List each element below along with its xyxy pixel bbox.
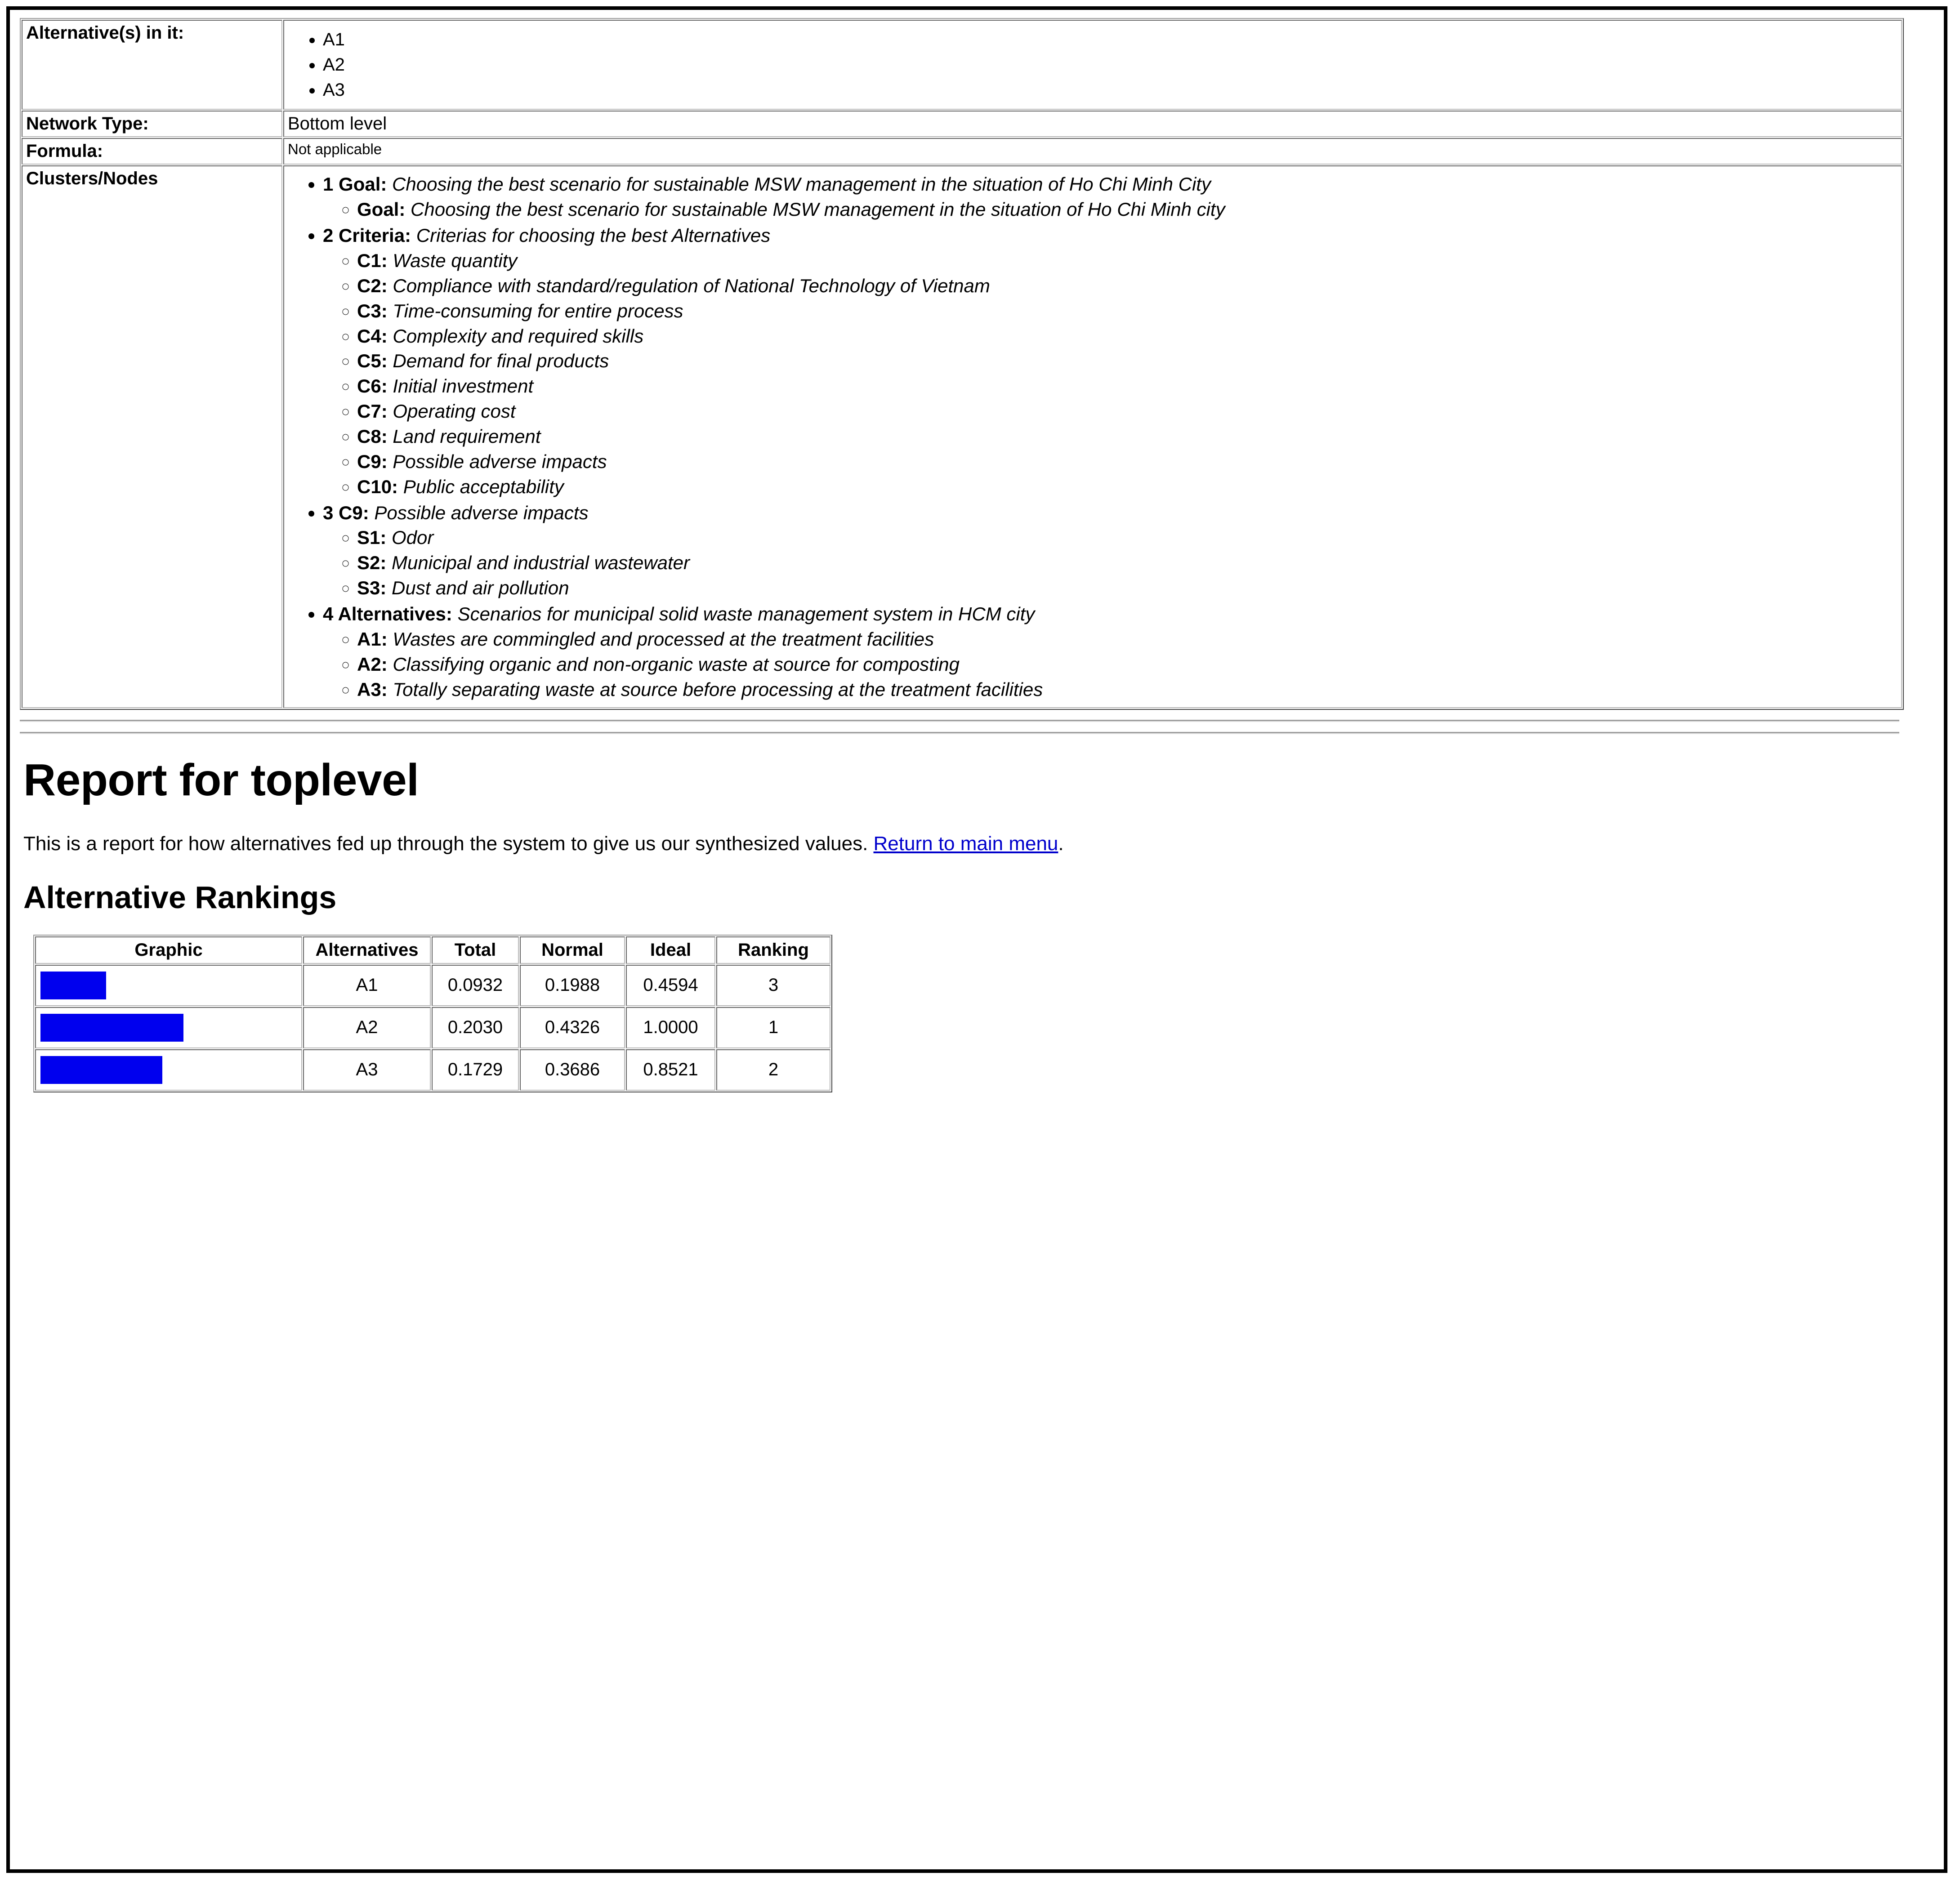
table-row [35, 1007, 830, 1048]
cluster-desc: Criterias for choosing the best Alternatives [416, 225, 771, 246]
column-header-alternatives: Alternatives [303, 936, 431, 964]
table-row [35, 965, 830, 1006]
cluster-item [323, 500, 1897, 601]
node-key: C7: [357, 401, 388, 422]
column-header-ranking: Ranking [716, 936, 830, 964]
cell-ranking: 3 [716, 965, 830, 1006]
report-description [23, 831, 1934, 856]
cluster-node-list [323, 197, 1897, 222]
node-item [357, 273, 1897, 299]
node-desc: Totally separating waste at source before processing at the treatment facilities [393, 678, 1043, 700]
ranking-bar [40, 972, 106, 999]
node-desc: Odor [392, 527, 434, 548]
table-row-alternatives [22, 20, 1902, 110]
table-header-row [35, 936, 830, 964]
cluster-item [323, 223, 1897, 499]
cluster-node-list [323, 248, 1897, 499]
cell-ranking: 1 [716, 1007, 830, 1048]
node-item [357, 449, 1897, 474]
cell-ideal: 0.8521 [626, 1049, 715, 1091]
node-key: A3: [357, 678, 388, 700]
cell-normal: 0.4326 [520, 1007, 625, 1048]
cell-alternative: A1 [303, 965, 431, 1006]
cluster-key: 2 Criteria: [323, 225, 411, 246]
node-desc: Classifying organic and non-organic waste at source for composting [393, 653, 960, 675]
window-frame [6, 6, 1947, 1873]
divider-top [20, 720, 1899, 722]
cell-ideal: 0.4594 [626, 965, 715, 1006]
node-key: S1: [357, 527, 387, 548]
list-item: • A2 [323, 53, 1897, 76]
network-info-table [20, 18, 1904, 710]
cluster-item [323, 602, 1897, 702]
clusters-nodes-value [283, 165, 1902, 708]
node-item [357, 550, 1897, 575]
alternatives-list [288, 28, 1897, 102]
node-desc: Initial investment [393, 375, 534, 397]
node-desc: Choosing the best scenario for sustainable MSW management in the situation of Ho Chi Minh city [411, 199, 1225, 220]
alternatives-label: Alternative(s) in it: [22, 20, 282, 110]
node-item [357, 627, 1897, 652]
node-item [357, 197, 1897, 222]
node-key: C10: [357, 476, 398, 497]
node-desc: Land requirement [393, 425, 541, 447]
node-item [357, 399, 1897, 424]
node-item [357, 299, 1897, 324]
node-desc: Operating cost [393, 401, 516, 422]
node-key: C5: [357, 350, 388, 372]
cell-alternative: A3 [303, 1049, 431, 1091]
node-desc: Wastes are commingled and processed at the treatment facilities [393, 628, 934, 650]
cluster-item [323, 172, 1897, 222]
cluster-key: 3 C9: [323, 502, 369, 523]
clusters-nodes-label: Clusters/Nodes [22, 165, 282, 708]
graphic-cell [35, 965, 302, 1006]
node-key: S3: [357, 577, 387, 599]
node-item [357, 474, 1897, 499]
node-item [357, 525, 1897, 550]
node-item [357, 248, 1897, 273]
node-item [357, 324, 1897, 349]
node-item [357, 677, 1897, 702]
graphic-cell [35, 1007, 302, 1048]
column-header-ideal: Ideal [626, 936, 715, 964]
node-desc: Dust and air pollution [392, 577, 569, 599]
node-key: C9: [357, 450, 388, 472]
node-item [357, 652, 1897, 677]
cluster-node-list [323, 525, 1897, 601]
graphic-cell [35, 1049, 302, 1091]
cell-normal: 0.1988 [520, 965, 625, 1006]
network-type-label: Network Type: [22, 111, 282, 137]
alternatives-value [283, 20, 1902, 110]
cluster-node-list [323, 627, 1897, 702]
alternative-rankings-table [33, 935, 832, 1092]
table-row-clusters-nodes [22, 165, 1902, 708]
formula-value: Not applicable [283, 138, 1902, 165]
page-body [10, 10, 1944, 1869]
divider-bottom [20, 732, 1899, 734]
node-desc: Compliance with standard/regulation of National Technology of Vietnam [393, 275, 990, 296]
ranking-bar [40, 1014, 183, 1042]
clusters-tree [288, 172, 1897, 702]
node-desc: Public acceptability [403, 476, 564, 497]
cluster-desc: Possible adverse impacts [374, 502, 589, 523]
node-desc: Municipal and industrial wastewater [392, 552, 690, 574]
node-key: A2: [357, 653, 388, 675]
list-item: • A1 [323, 28, 1897, 51]
node-key: C8: [357, 425, 388, 447]
node-key: C4: [357, 325, 388, 347]
alternative-rankings-heading: Alternative Rankings [23, 880, 337, 915]
cell-alternative: A2 [303, 1007, 431, 1048]
return-to-main-menu-link[interactable]: Return to main menu [873, 833, 1058, 855]
column-header-total: Total [432, 936, 519, 964]
cluster-key: 1 Goal: [323, 174, 387, 195]
table-row-formula [22, 138, 1902, 165]
table-row-network-type [22, 111, 1902, 137]
node-desc: Possible adverse impacts [393, 450, 607, 472]
node-key: C2: [357, 275, 388, 296]
node-item [357, 424, 1897, 449]
report-description-text: This is a report for how alternatives fed up through the system to give us our synthesized values. [23, 833, 868, 855]
node-key: C6: [357, 375, 388, 397]
table-row [35, 1049, 830, 1091]
node-item [357, 348, 1897, 374]
ranking-bar [40, 1056, 162, 1084]
formula-label: Formula: [22, 138, 282, 165]
cell-total: 0.2030 [432, 1007, 519, 1048]
cell-total: 0.0932 [432, 965, 519, 1006]
node-item [357, 575, 1897, 601]
column-header-graphic: Graphic [35, 936, 302, 964]
page-title: Report for toplevel [23, 755, 419, 806]
node-key: C3: [357, 300, 388, 321]
node-desc: Waste quantity [393, 250, 518, 271]
cell-total: 0.1729 [432, 1049, 519, 1091]
column-header-normal: Normal [520, 936, 625, 964]
node-key: C1: [357, 250, 388, 271]
cell-normal: 0.3686 [520, 1049, 625, 1091]
report-description-period: . [1058, 833, 1064, 855]
node-item [357, 374, 1897, 399]
network-type-value: Bottom level [283, 111, 1902, 137]
cluster-desc: Scenarios for municipal solid waste management system in HCM city [457, 603, 1035, 624]
node-key: A1: [357, 628, 388, 650]
cluster-desc: Choosing the best scenario for sustainable MSW management in the situation of Ho Chi Minh City [392, 174, 1211, 195]
cluster-key: 4 Alternatives: [323, 603, 452, 624]
cell-ideal: 1.0000 [626, 1007, 715, 1048]
node-key: S2: [357, 552, 387, 574]
node-desc: Demand for final products [393, 350, 609, 372]
list-item: • A3 [323, 78, 1897, 102]
node-desc: Complexity and required skills [393, 325, 644, 347]
cell-ranking: 2 [716, 1049, 830, 1091]
node-key: Goal: [357, 199, 406, 220]
node-desc: Time-consuming for entire process [393, 300, 683, 321]
